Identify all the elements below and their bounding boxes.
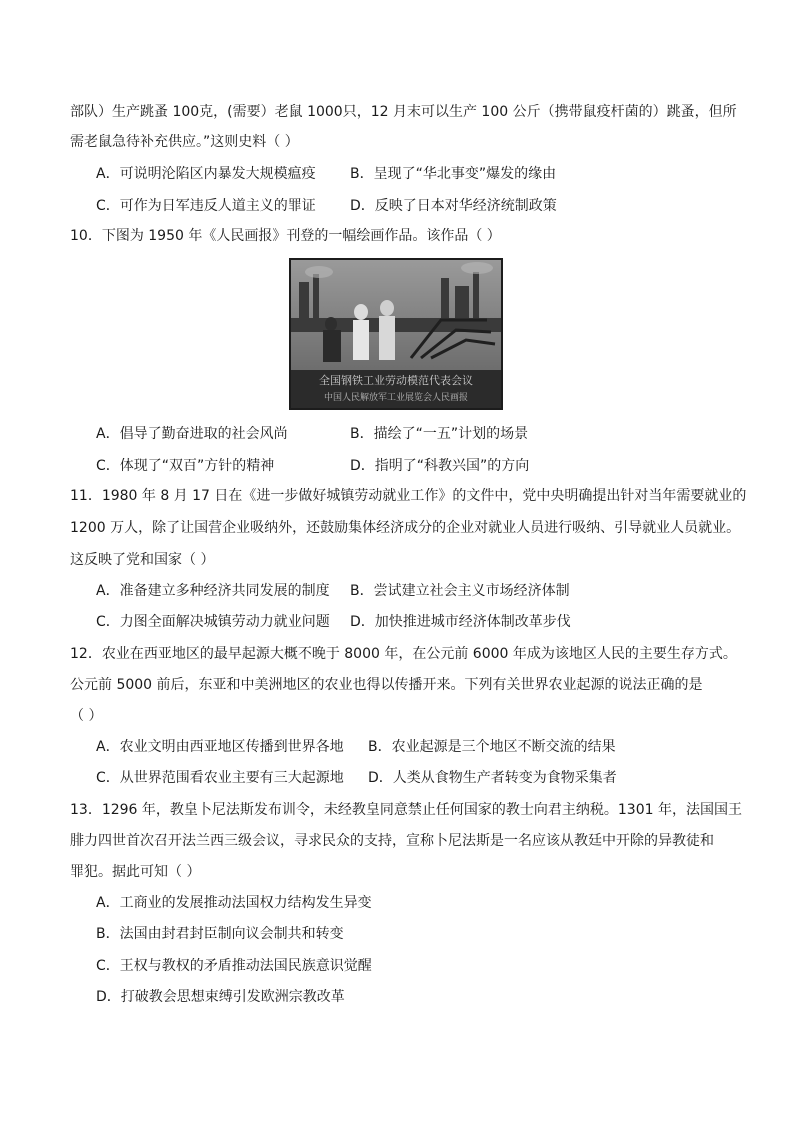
- q9-option-c[interactable]: C．可作为日军违反人道主义的罪证: [96, 198, 316, 214]
- q12-option-a[interactable]: A．农业文明由西亚地区传播到世界各地: [96, 739, 344, 755]
- q12-stem-line-2: 公元前 5000 前后，东亚和中美洲地区的农业也得以传播开来。下列有关世界农业起源的说法正确的是: [70, 677, 703, 693]
- q13-option-b[interactable]: B．法国由封君封臣制向议会制共和转变: [96, 926, 344, 942]
- q11-option-a[interactable]: A．准备建立多种经济共同发展的制度: [96, 583, 330, 599]
- q11-stem-line-2: 1200 万人，除了让国营企业吸纳外，还鼓励集体经济成分的企业对就业人员进行吸纳、引导就业人员就业。: [70, 520, 741, 536]
- q11-option-c[interactable]: C．力图全面解决城镇劳动力就业问题: [96, 614, 330, 630]
- q12-option-d[interactable]: D．人类从食物生产者转变为食物采集者: [368, 770, 617, 786]
- q10-option-b[interactable]: B．描绘了“一五”计划的场景: [350, 426, 529, 442]
- q10-option-d[interactable]: D．指明了“科教兴国”的方向: [350, 458, 530, 474]
- q13-stem-line-3: 罪犯。据此可知（ ）: [70, 864, 201, 880]
- q11-option-d[interactable]: D．加快推进城市经济体制改革步伐: [350, 614, 571, 630]
- painting-illustration: [291, 260, 501, 408]
- q11-option-b[interactable]: B．尝试建立社会主义市场经济体制: [350, 583, 570, 599]
- q13-stem-line-1: 13．1296 年，教皇卜尼法斯发布训令，未经教皇同意禁止任何国家的教士向君主纳税。1301 年，法国国王: [70, 802, 742, 818]
- q9-stem-line-2: 需老鼠急待补充供应。”这则史料（ ）: [70, 134, 299, 150]
- q9-stem-line-1: 部队）生产跳蚤 100克，(需要）老鼠 1000只，12 月末可以生产 100 公斤（携带鼠疫杆菌的）跳蚤，但所: [70, 104, 737, 120]
- q13-option-c[interactable]: C．王权与教权的矛盾推动法国民族意识觉醒: [96, 958, 372, 974]
- caption-text-1: 全国钢铁工业劳动模范代表会议: [319, 374, 473, 387]
- q12-stem-line-3: （ ）: [70, 708, 103, 724]
- q10-painting-image: [289, 258, 503, 410]
- q13-option-a[interactable]: A．工商业的发展推动法国权力结构发生异变: [96, 895, 372, 911]
- q12-option-c[interactable]: C．从世界范围看农业主要有三大起源地: [96, 770, 344, 786]
- q11-stem-line-3: 这反映了党和国家（ ）: [70, 552, 215, 568]
- q13-option-d[interactable]: D．打破教会思想束缚引发欧洲宗教改革: [96, 989, 345, 1005]
- q10-option-c[interactable]: C．体现了“双百”方针的精神: [96, 458, 275, 474]
- caption-text-2: 中国人民解放军工业展览会人民画报: [323, 393, 469, 403]
- q9-option-d[interactable]: D．反映了日本对华经济统制政策: [350, 198, 557, 214]
- q10-stem: 10．下图为 1950 年《人民画报》刊登的一幅绘画作品。该作品（ ）: [70, 228, 501, 244]
- q12-stem-line-1: 12．农业在西亚地区的最早起源大概不晚于 8000 年，在公元前 6000 年成为该地区人民的主要生存方式。: [70, 646, 737, 662]
- q9-option-b[interactable]: B．呈现了“华北事变”爆发的缘由: [350, 166, 557, 182]
- q13-stem-line-2: 腓力四世首次召开法兰西三级会议，寻求民众的支持，宣称卜尼法斯是一名应该从教廷中开除的异教徒和: [70, 833, 714, 849]
- q11-stem-line-1: 11．1980 年 8 月 17 日在《进一步做好城镇劳动就业工作》的文件中，党中央明确提出针对当年需要就业的: [70, 488, 747, 504]
- q9-option-a[interactable]: A．可说明沦陷区内暴发大规模瘟疫: [96, 166, 316, 182]
- q10-option-a[interactable]: A．倡导了勤奋进取的社会风尚: [96, 426, 288, 442]
- q12-option-b[interactable]: B．农业起源是三个地区不断交流的结果: [368, 739, 616, 755]
